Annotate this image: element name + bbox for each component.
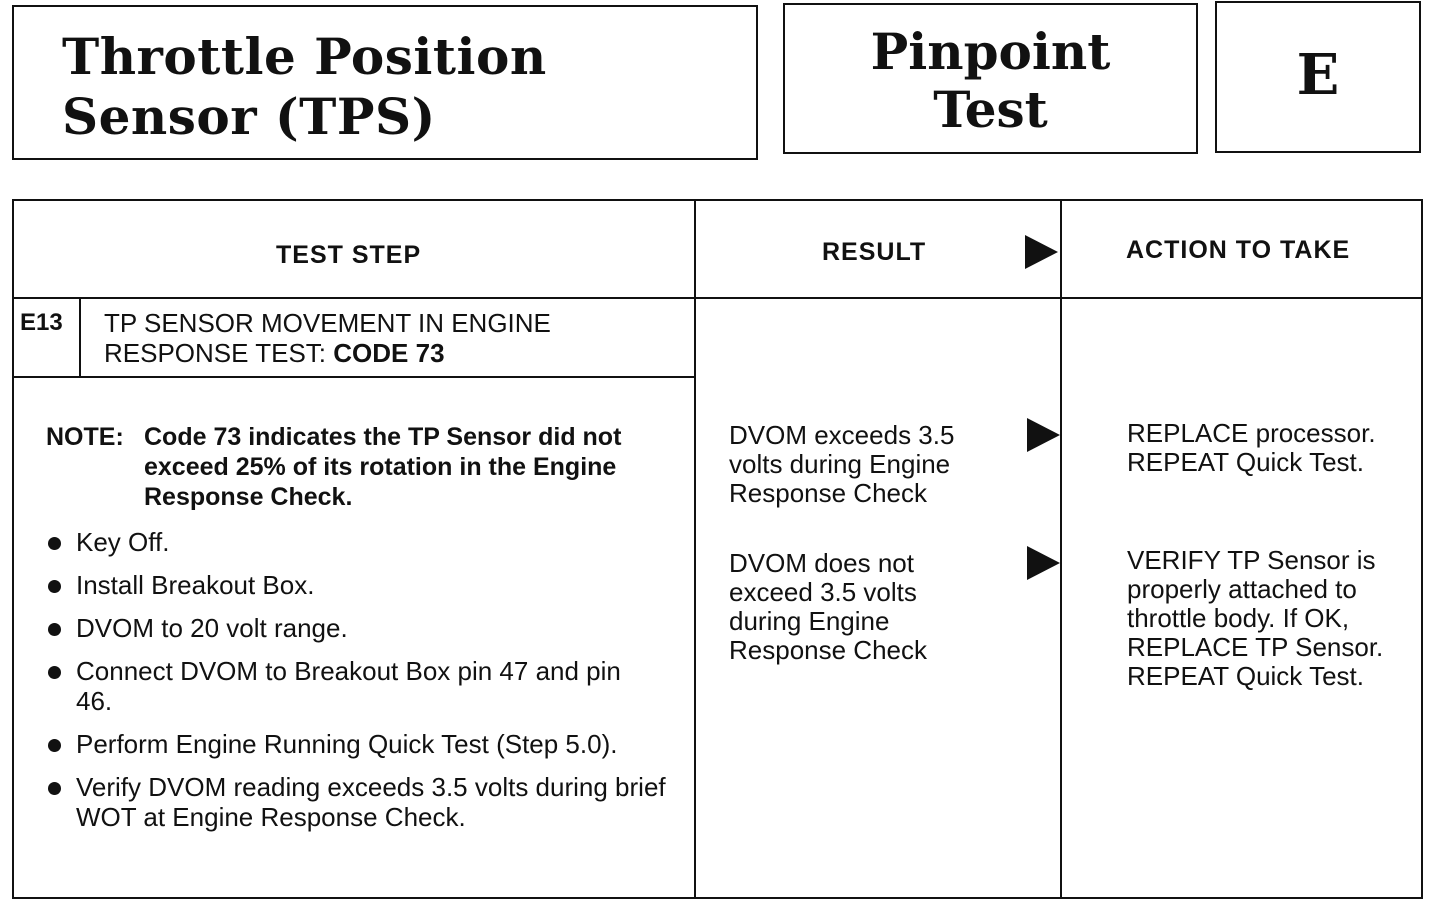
note-text: Code 73 indicates the TP Sensor did not exceed 25% of its rotation in the Engine Response Check. — [144, 423, 622, 511]
bullet-icon — [48, 537, 61, 550]
action-line: REPLACE processor. — [1127, 418, 1376, 448]
step-title-line1: TP SENSOR MOVEMENT IN ENGINE — [104, 308, 551, 338]
step-title-line2-prefix: RESPONSE TEST: — [104, 338, 334, 368]
list-item — [44, 527, 684, 557]
instruction-text: Connect DVOM to Breakout Box pin 47 and pin 46. — [76, 656, 621, 716]
column-divider-result-action — [1060, 201, 1062, 897]
test-type-line2: Test — [933, 80, 1048, 139]
column-divider-test-result — [694, 201, 696, 897]
bullet-icon — [48, 739, 61, 752]
header-letter-box — [1215, 1, 1421, 153]
result-line: exceed 3.5 volts — [729, 577, 917, 607]
step-title — [104, 308, 664, 368]
instruction-text: Install Breakout Box. — [76, 570, 315, 600]
result-line: DVOM does not — [729, 548, 914, 578]
result-line: DVOM exceeds 3.5 — [729, 420, 955, 450]
action-line: properly attached to — [1127, 574, 1357, 604]
action-line: VERIFY TP Sensor is — [1127, 545, 1376, 575]
instruction-text: DVOM to 20 volt range. — [76, 613, 348, 643]
test-type-line1: Pinpoint — [870, 22, 1111, 81]
page-title-line2: Sensor (TPS) — [62, 87, 436, 146]
action-text — [1127, 419, 1422, 477]
instruction-text: Perform Engine Running Quick Test (Step 5.0). — [76, 729, 618, 759]
instruction-text: Key Off. — [76, 527, 170, 557]
step-title-divider — [14, 376, 694, 378]
list-item — [44, 729, 684, 759]
test-letter: E — [1296, 42, 1340, 108]
bullet-icon — [48, 666, 61, 679]
list-item — [44, 656, 636, 716]
step-id: E13 — [20, 309, 63, 336]
column-header-result: RESULT — [822, 238, 927, 266]
bullet-icon — [48, 782, 61, 795]
result-text — [729, 421, 1029, 508]
header-title-box — [12, 5, 758, 160]
step-note — [46, 422, 666, 512]
step-id-divider — [79, 297, 81, 376]
diagnostic-table — [12, 199, 1423, 899]
arrow-right-icon — [1027, 418, 1060, 452]
action-line: REPEAT Quick Test. — [1127, 661, 1364, 691]
column-header-action: ACTION TO TAKE — [1126, 236, 1351, 264]
step-instructions — [44, 527, 684, 832]
column-header-test-step: TEST STEP — [276, 241, 422, 269]
note-label: NOTE: — [46, 423, 124, 451]
list-item — [44, 570, 684, 600]
result-line: Response Check — [729, 478, 927, 508]
action-line: throttle body. If OK, — [1127, 603, 1350, 633]
bullet-icon — [48, 623, 61, 636]
header-row-divider — [14, 297, 1421, 299]
step-title-code: CODE 73 — [333, 338, 445, 368]
arrow-right-icon — [1027, 546, 1060, 580]
result-line: volts during Engine — [729, 449, 951, 479]
page-title — [62, 27, 547, 147]
action-line: REPEAT Quick Test. — [1127, 447, 1364, 477]
header-test-box — [783, 3, 1198, 154]
result-line: during Engine — [729, 606, 890, 636]
action-text — [1127, 546, 1422, 691]
page-title-line1: Throttle Position — [62, 27, 547, 86]
bullet-icon — [48, 580, 61, 593]
instruction-text: Verify DVOM reading exceeds 3.5 volts during brief WOT at Engine Response Check. — [76, 772, 666, 832]
test-type-title — [785, 23, 1196, 139]
arrow-right-icon — [1025, 235, 1058, 269]
list-item — [44, 772, 686, 832]
list-item — [44, 613, 684, 643]
result-text — [729, 549, 1029, 665]
action-line: REPLACE TP Sensor. — [1127, 632, 1384, 662]
result-line: Response Check — [729, 635, 927, 665]
